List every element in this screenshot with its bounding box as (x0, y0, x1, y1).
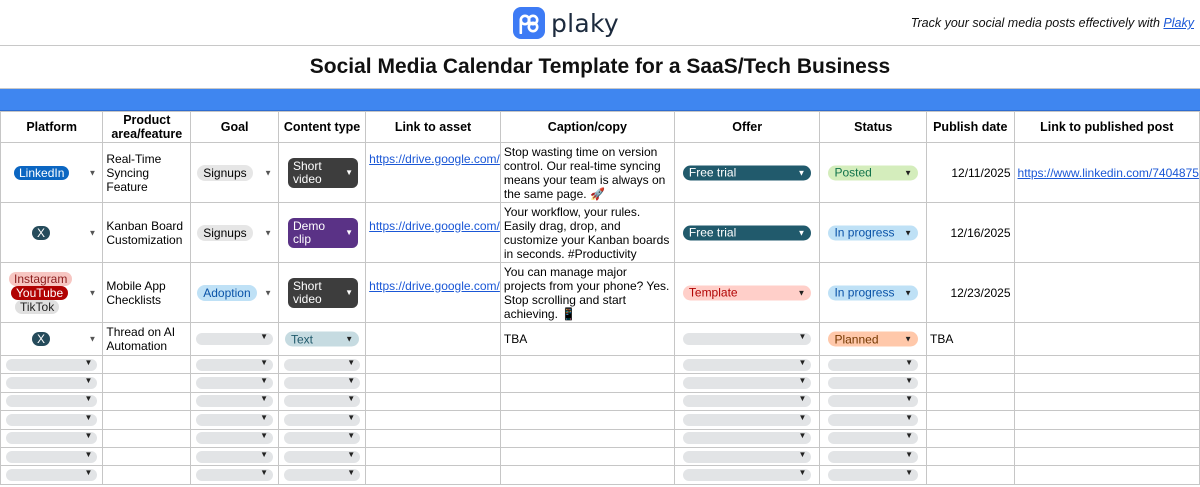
status-chip: In progress ▼ (828, 285, 918, 300)
chevron-down-icon[interactable]: ▼ (84, 412, 93, 422)
chevron-down-icon[interactable]: ▼ (260, 332, 268, 341)
empty-dropdown (6, 377, 97, 389)
empty-dropdown (828, 432, 918, 444)
published-link-cell[interactable] (1014, 356, 1199, 374)
asset-link-cell[interactable] (366, 356, 501, 374)
chevron-down-icon[interactable]: ▼ (345, 228, 353, 237)
empty-dropdown (828, 469, 918, 481)
platform-cell[interactable] (1, 263, 103, 323)
empty-dropdown (6, 395, 97, 407)
published-link[interactable]: https://www.linkedin.com/7404875 (1017, 165, 1199, 180)
feature-cell[interactable] (103, 392, 191, 410)
empty-dropdown (683, 359, 812, 371)
content-type-chip: Short video ▼ (288, 158, 358, 188)
empty-dropdown (284, 432, 360, 444)
status-select[interactable] (820, 392, 927, 410)
status-select[interactable] (820, 323, 927, 356)
caption-cell[interactable] (500, 374, 674, 392)
empty-dropdown (284, 359, 360, 371)
offer-select[interactable] (674, 411, 820, 429)
empty-dropdown (284, 377, 360, 389)
published-link-cell[interactable] (1014, 411, 1199, 429)
goal-select[interactable] (191, 203, 279, 263)
status-select[interactable] (820, 411, 927, 429)
publish-date-cell[interactable]: TBA (927, 323, 1015, 356)
publish-date-cell[interactable]: 12/23/2025 (927, 263, 1015, 323)
caption-cell[interactable] (500, 356, 674, 374)
caption-cell[interactable] (500, 447, 674, 465)
offer-chip: Free trial ▼ (683, 165, 812, 180)
asset-link-cell[interactable] (366, 411, 501, 429)
status-select[interactable] (820, 447, 927, 465)
chevron-down-icon[interactable]: ▼ (905, 357, 914, 367)
chevron-down-icon[interactable]: ▼ (88, 334, 97, 344)
offer-select[interactable] (674, 447, 820, 465)
empty-dropdown (284, 414, 360, 426)
empty-dropdown (6, 469, 97, 481)
chevron-down-icon[interactable]: ▼ (260, 376, 268, 386)
asset-link[interactable]: https://drive.google.com/ (369, 278, 500, 293)
empty-dropdown (284, 451, 360, 463)
content-type-select[interactable] (278, 411, 365, 429)
asset-link-cell[interactable] (366, 143, 501, 203)
empty-dropdown (6, 432, 97, 444)
empty-dropdown (196, 469, 273, 481)
status-chip: Planned ▼ (828, 332, 918, 347)
header-row (1, 112, 1200, 143)
publish-date-cell[interactable] (927, 356, 1015, 374)
chevron-down-icon[interactable]: ▼ (798, 357, 807, 367)
asset-link-cell[interactable] (366, 323, 501, 356)
platform-cell[interactable] (1, 374, 103, 392)
chevron-down-icon[interactable]: ▼ (347, 431, 356, 441)
chevron-down-icon[interactable]: ▼ (88, 288, 97, 297)
status-select[interactable] (820, 203, 927, 263)
content-type-select[interactable] (278, 447, 365, 465)
goal-select[interactable] (191, 411, 279, 429)
chevron-down-icon[interactable]: ▼ (798, 412, 807, 422)
platform-chip-tiktok: TikTok (15, 300, 59, 314)
goal-select[interactable] (191, 466, 279, 484)
col-content-type: Content type (278, 112, 365, 143)
col-status: Status (820, 112, 927, 143)
feature-cell[interactable] (103, 429, 191, 447)
empty-dropdown (196, 395, 273, 407)
caption-cell[interactable]: Stop wasting time on version control. Our real-time syncing means your team is always on the same page. 🚀 (500, 143, 674, 203)
table-row (1, 263, 1200, 323)
chevron-down-icon[interactable]: ▼ (797, 228, 806, 237)
content-type-select[interactable] (278, 356, 365, 374)
content-type-select[interactable] (278, 392, 365, 410)
platform-cell[interactable] (1, 429, 103, 447)
offer-select[interactable] (674, 356, 820, 374)
platform-cell[interactable] (1, 323, 103, 356)
header-bar (0, 0, 1200, 46)
status-select[interactable] (820, 356, 927, 374)
chevron-down-icon[interactable]: ▼ (260, 449, 268, 459)
asset-link-cell[interactable] (366, 466, 501, 484)
empty-dropdown (828, 395, 918, 407)
chevron-down-icon[interactable]: ▼ (260, 468, 268, 478)
goal-chip: Signups (197, 225, 252, 241)
content-type-select[interactable] (278, 143, 365, 203)
brand-name: plaky (551, 8, 620, 38)
goal-select[interactable] (191, 323, 279, 356)
blue-band (0, 89, 1200, 111)
platform-cell[interactable] (1, 143, 103, 203)
empty-row (1, 356, 1200, 374)
calendar-table (0, 111, 1200, 485)
empty-dropdown (683, 333, 812, 345)
publish-date-cell[interactable] (927, 447, 1015, 465)
platform-cell[interactable] (1, 447, 103, 465)
caption-cell[interactable]: Your workflow, your rules. Easily drag, drop, and customize your Kanban boards in seconds. #Productivity (500, 203, 674, 263)
chevron-down-icon[interactable]: ▼ (905, 412, 914, 422)
published-link-cell[interactable] (1014, 429, 1199, 447)
platform-chip-x: X (32, 226, 50, 240)
platform-chip-x: X (32, 332, 50, 346)
goal-select[interactable] (191, 143, 279, 203)
col-caption: Caption/copy (500, 112, 674, 143)
empty-dropdown (284, 469, 360, 481)
publish-date-cell[interactable] (927, 392, 1015, 410)
chevron-down-icon[interactable]: ▼ (905, 376, 914, 386)
asset-link-cell[interactable] (366, 263, 501, 323)
status-select[interactable] (820, 429, 927, 447)
platform-cell[interactable] (1, 392, 103, 410)
chevron-down-icon[interactable]: ▼ (260, 412, 268, 422)
chevron-down-icon[interactable]: ▼ (84, 357, 93, 367)
published-link-cell[interactable] (1014, 447, 1199, 465)
publish-date-cell[interactable] (927, 411, 1015, 429)
offer-select[interactable] (674, 323, 820, 356)
chevron-down-icon[interactable]: ▼ (904, 168, 913, 177)
platform-cell[interactable] (1, 203, 103, 263)
feature-cell[interactable]: Kanban Board Customization (103, 203, 191, 263)
publish-date-cell[interactable]: 12/11/2025 (927, 143, 1015, 203)
chevron-down-icon[interactable]: ▼ (264, 288, 272, 297)
feature-cell[interactable] (103, 374, 191, 392)
empty-dropdown (196, 333, 273, 345)
empty-dropdown (284, 395, 360, 407)
asset-link-cell[interactable] (366, 203, 501, 263)
col-publish-date: Publish date (927, 112, 1015, 143)
platform-chip-instagram: Instagram (9, 272, 72, 286)
published-link-cell[interactable] (1014, 392, 1199, 410)
chevron-down-icon[interactable]: ▼ (84, 468, 93, 478)
published-link-cell[interactable] (1014, 203, 1199, 263)
publish-date-cell[interactable]: 12/16/2025 (927, 203, 1015, 263)
feature-cell[interactable]: Real-Time Syncing Feature (103, 143, 191, 203)
chevron-down-icon[interactable]: ▼ (88, 228, 97, 237)
chevron-down-icon[interactable]: ▼ (260, 394, 268, 404)
chevron-down-icon[interactable]: ▼ (904, 228, 913, 237)
tagline-link[interactable]: Plaky (1163, 16, 1194, 30)
chevron-down-icon[interactable]: ▼ (84, 376, 93, 386)
published-link-cell[interactable] (1014, 143, 1199, 203)
table-row (1, 323, 1200, 356)
caption-cell[interactable] (500, 466, 674, 484)
publish-date-cell[interactable] (927, 429, 1015, 447)
tagline-text: Track your social media posts effectively with (910, 16, 1164, 30)
caption-cell[interactable] (500, 429, 674, 447)
page-title: Social Media Calendar Template for a SaaS/Tech Business (309, 55, 891, 78)
asset-link[interactable]: https://drive.google.com/ (369, 218, 500, 233)
empty-dropdown (683, 414, 812, 426)
platform-cell[interactable] (1, 411, 103, 429)
chevron-down-icon[interactable]: ▼ (84, 431, 93, 441)
chevron-down-icon[interactable]: ▼ (264, 168, 272, 177)
feature-cell[interactable] (103, 466, 191, 484)
publish-date-cell[interactable] (927, 466, 1015, 484)
feature-cell[interactable] (103, 411, 191, 429)
content-type-select[interactable] (278, 466, 365, 484)
chevron-down-icon[interactable]: ▼ (347, 449, 356, 459)
caption-cell[interactable]: TBA (500, 323, 674, 356)
empty-dropdown (683, 377, 812, 389)
col-published-link: Link to published post (1014, 112, 1199, 143)
caption-cell[interactable] (500, 411, 674, 429)
chevron-down-icon[interactable]: ▼ (905, 449, 914, 459)
chevron-down-icon[interactable]: ▼ (347, 394, 356, 404)
empty-row (1, 447, 1200, 465)
published-link-cell[interactable] (1014, 374, 1199, 392)
publish-date-cell[interactable] (927, 374, 1015, 392)
empty-dropdown (683, 432, 812, 444)
chevron-down-icon[interactable]: ▼ (347, 376, 356, 386)
col-goal: Goal (191, 112, 279, 143)
empty-dropdown (683, 469, 812, 481)
platform-cell[interactable] (1, 356, 103, 374)
goal-chip: Signups (197, 165, 252, 181)
empty-dropdown (828, 359, 918, 371)
chevron-down-icon[interactable]: ▼ (84, 394, 93, 404)
goal-select[interactable] (191, 356, 279, 374)
chevron-down-icon[interactable]: ▼ (345, 168, 353, 177)
caption-cell[interactable]: You can manage major projects from your phone? Yes. Stop scrolling and start achieving. 📱 (500, 263, 674, 323)
platform-chip-youtube: YouTube (11, 286, 68, 300)
table-row (1, 203, 1200, 263)
status-select[interactable] (820, 374, 927, 392)
title-row (0, 46, 1200, 89)
offer-select[interactable] (674, 374, 820, 392)
goal-select[interactable] (191, 429, 279, 447)
chevron-down-icon[interactable]: ▼ (347, 468, 356, 478)
table-row (1, 143, 1200, 203)
chevron-down-icon[interactable]: ▼ (797, 168, 806, 177)
asset-link-cell[interactable] (366, 429, 501, 447)
feature-cell[interactable] (103, 447, 191, 465)
offer-select[interactable] (674, 203, 820, 263)
content-type-select[interactable] (278, 429, 365, 447)
empty-row (1, 411, 1200, 429)
empty-dropdown (6, 451, 97, 463)
published-link-cell[interactable] (1014, 263, 1199, 323)
status-chip: In progress ▼ (828, 225, 918, 240)
content-type-select[interactable] (278, 203, 365, 263)
col-platform: Platform (1, 112, 103, 143)
chevron-down-icon[interactable]: ▼ (798, 468, 807, 478)
empty-dropdown (828, 451, 918, 463)
col-product-area: Product area/feature (103, 112, 191, 143)
content-type-chip: Demo clip ▼ (288, 218, 358, 248)
chevron-down-icon[interactable]: ▼ (347, 357, 356, 367)
content-type-chip: Short video ▼ (288, 278, 358, 308)
content-type-select[interactable] (278, 323, 365, 356)
status-select[interactable] (820, 263, 927, 323)
chevron-down-icon[interactable]: ▼ (798, 449, 807, 459)
chevron-down-icon[interactable]: ▼ (798, 431, 807, 441)
offer-chip: Template ▼ (683, 285, 812, 300)
asset-link-cell[interactable] (366, 392, 501, 410)
offer-chip: Free trial ▼ (683, 225, 812, 240)
published-link-cell[interactable] (1014, 466, 1199, 484)
col-link-to-asset: Link to asset (366, 112, 501, 143)
offer-select[interactable] (674, 263, 820, 323)
empty-row (1, 392, 1200, 410)
feature-cell[interactable]: Thread on AI Automation (103, 323, 191, 356)
caption-cell[interactable] (500, 392, 674, 410)
empty-dropdown (828, 414, 918, 426)
col-offer: Offer (674, 112, 820, 143)
chevron-down-icon[interactable]: ▼ (260, 357, 268, 367)
goal-select[interactable] (191, 374, 279, 392)
platform-cell[interactable] (1, 466, 103, 484)
empty-row (1, 374, 1200, 392)
empty-dropdown (196, 359, 273, 371)
plaky-logo-icon (513, 7, 545, 39)
chevron-down-icon[interactable]: ▼ (797, 288, 806, 297)
chevron-down-icon[interactable]: ▼ (88, 168, 97, 177)
empty-dropdown (196, 377, 273, 389)
empty-dropdown (683, 395, 812, 407)
empty-dropdown (196, 451, 273, 463)
asset-link-cell[interactable] (366, 447, 501, 465)
empty-dropdown (6, 359, 97, 371)
goal-select[interactable] (191, 392, 279, 410)
chevron-down-icon[interactable]: ▼ (260, 431, 268, 441)
content-type-select[interactable] (278, 374, 365, 392)
goal-select[interactable] (191, 447, 279, 465)
platform-chip-linkedin: LinkedIn (14, 166, 69, 180)
offer-select[interactable] (674, 143, 820, 203)
offer-select[interactable] (674, 466, 820, 484)
chevron-down-icon[interactable]: ▼ (347, 412, 356, 422)
goal-chip: Adoption (197, 285, 256, 301)
offer-select[interactable] (674, 392, 820, 410)
empty-dropdown (196, 414, 273, 426)
chevron-down-icon[interactable]: ▼ (904, 334, 913, 344)
status-select[interactable] (820, 466, 927, 484)
status-select[interactable] (820, 143, 927, 203)
content-type-chip: Text ▼ (285, 332, 359, 347)
chevron-down-icon[interactable]: ▼ (345, 288, 353, 297)
status-chip: Posted ▼ (828, 165, 918, 180)
chevron-down-icon[interactable]: ▼ (798, 394, 807, 404)
tagline (911, 16, 1194, 30)
empty-row (1, 429, 1200, 447)
empty-row (1, 466, 1200, 484)
asset-link-cell[interactable] (366, 374, 501, 392)
empty-dropdown (6, 414, 97, 426)
chevron-down-icon[interactable]: ▼ (264, 228, 272, 237)
plaky-logo[interactable] (513, 7, 619, 39)
published-link-cell[interactable] (1014, 323, 1199, 356)
goal-select[interactable] (191, 263, 279, 323)
content-type-select[interactable] (278, 263, 365, 323)
chevron-down-icon[interactable]: ▼ (798, 332, 807, 341)
feature-cell[interactable]: Mobile App Checklists (103, 263, 191, 323)
chevron-down-icon[interactable]: ▼ (905, 468, 914, 478)
asset-link[interactable]: https://drive.google.com/ (369, 151, 500, 166)
empty-dropdown (828, 377, 918, 389)
feature-cell[interactable] (103, 356, 191, 374)
chevron-down-icon[interactable]: ▼ (905, 431, 914, 441)
empty-dropdown (196, 432, 273, 444)
chevron-down-icon[interactable]: ▼ (345, 334, 354, 344)
chevron-down-icon[interactable]: ▼ (84, 449, 93, 459)
offer-select[interactable] (674, 429, 820, 447)
empty-dropdown (683, 451, 812, 463)
chevron-down-icon[interactable]: ▼ (905, 394, 914, 404)
chevron-down-icon[interactable]: ▼ (798, 376, 807, 386)
chevron-down-icon[interactable]: ▼ (904, 288, 913, 297)
